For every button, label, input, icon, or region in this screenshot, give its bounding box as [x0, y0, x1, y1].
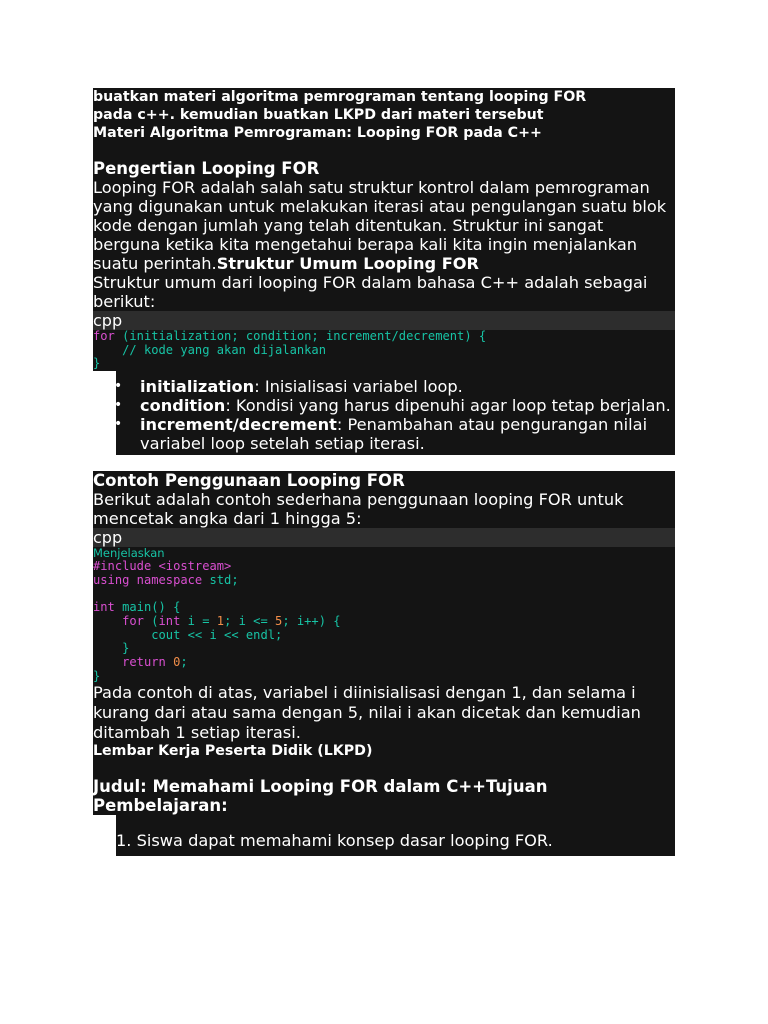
section-title-pengertian: Pengertian Looping FOR	[93, 159, 320, 178]
example-block	[93, 455, 675, 815]
objectives-list	[93, 815, 675, 856]
code-using-rest: std;	[202, 572, 239, 587]
code-int: int	[93, 600, 115, 615]
bullet-desc: : Inisialisasi variabel loop.	[254, 377, 463, 397]
struktur-heading: Struktur Umum Looping FOR	[216, 254, 479, 273]
pengertian-body: Looping FOR adalah salah satu struktur kontrol dalam pemrograman yang digunakan untuk melakukan iterasi atau pengulangan suatu blok kode dengan jumlah yang telah ditentukan. Struktur ini sangat berguna ketika kita mengetahui berapa kali kita ingin menjalankan suatu perintah.	[93, 178, 667, 273]
code-line-3: }	[93, 356, 101, 371]
pengertian-paragraph	[93, 178, 675, 273]
code-return: return	[122, 655, 166, 670]
section-title-contoh: Contoh Penggunaan Looping FOR	[93, 471, 405, 491]
lkpd-title: Lembar Kerja Peserta Didik (LKPD)	[93, 743, 373, 760]
code-int-2: int	[158, 613, 181, 628]
header-block	[93, 88, 675, 371]
code-include: #include <iostream>	[93, 559, 232, 574]
list-item	[140, 415, 675, 453]
request-line-2: pada c++. kemudian buatkan LKPD dari materi tersebut	[93, 107, 544, 123]
code-for: for	[122, 613, 144, 628]
code-kw-for: for	[93, 329, 115, 343]
code-close-inner: }	[93, 641, 130, 656]
document-page	[93, 88, 675, 856]
param-list	[93, 377, 675, 453]
code-lang-label: cpp	[93, 311, 675, 330]
list-item	[140, 377, 675, 396]
contoh-paragraph: Berikut adalah contoh sederhana penggunaan looping FOR untuk mencetak angka dari 1 hingga 5:	[93, 490, 624, 529]
code-num-1: 1	[216, 613, 225, 628]
code-for-open: (	[143, 613, 159, 628]
code-for-end: ; i++) {	[282, 613, 341, 628]
code-semicolon: ;	[180, 655, 188, 670]
list-item	[140, 396, 675, 415]
bullet-desc: : Penambahan atau pengurangan nilai variabel loop setelah setiap iterasi.	[140, 415, 648, 454]
code-line-1: (initialization; condition; increment/decrement) {	[114, 329, 487, 343]
code-cout: cout << i << endl;	[93, 627, 283, 642]
code-num-0: 0	[173, 655, 181, 670]
bullet-term: initialization	[140, 377, 255, 397]
code-for-mid: ; i <=	[224, 613, 276, 628]
code-block-syntax	[93, 330, 675, 371]
code-line-2: // kode yang akan dijalankan	[93, 342, 326, 357]
request-line-1: buatkan materi algoritma pemrograman tentang looping FOR	[93, 89, 587, 105]
bullet-term: condition	[140, 396, 226, 416]
explanation-paragraph: Pada contoh di atas, variabel i diinisialisasi dengan 1, dan selama i kurang dari atau sama dengan 5, nilai i akan dicetak dan kemudian ditambah 1 setiap iterasi.	[93, 683, 641, 743]
doc-title: Materi Algoritma Pemrograman: Looping FOR pada C++	[93, 125, 542, 141]
lkpd-judul: Judul: Memahami Looping FOR dalam C++Tujuan Pembelajaran:	[93, 777, 548, 816]
struktur-paragraph: Struktur umum dari looping FOR dalam bahasa C++ adalah sebagai berikut:	[93, 273, 648, 311]
code-num-5: 5	[275, 613, 283, 628]
list-item: 1. Siswa dapat memahami konsep dasar looping FOR.	[116, 831, 553, 851]
code-close-main: }	[93, 668, 101, 683]
code-main: main() {	[114, 600, 181, 615]
bullet-list-block	[93, 371, 675, 455]
code-using: using namespace	[93, 572, 203, 587]
bullet-desc: : Kondisi yang harus dipenuhi agar loop tetap berjalan.	[225, 396, 671, 416]
bullet-term: increment/decrement	[140, 415, 337, 435]
code-lang-label-2: cpp	[93, 528, 675, 547]
code-for-i: i =	[180, 613, 217, 628]
explain-label: Menjelaskan	[93, 546, 165, 561]
code-block-example	[93, 560, 675, 683]
